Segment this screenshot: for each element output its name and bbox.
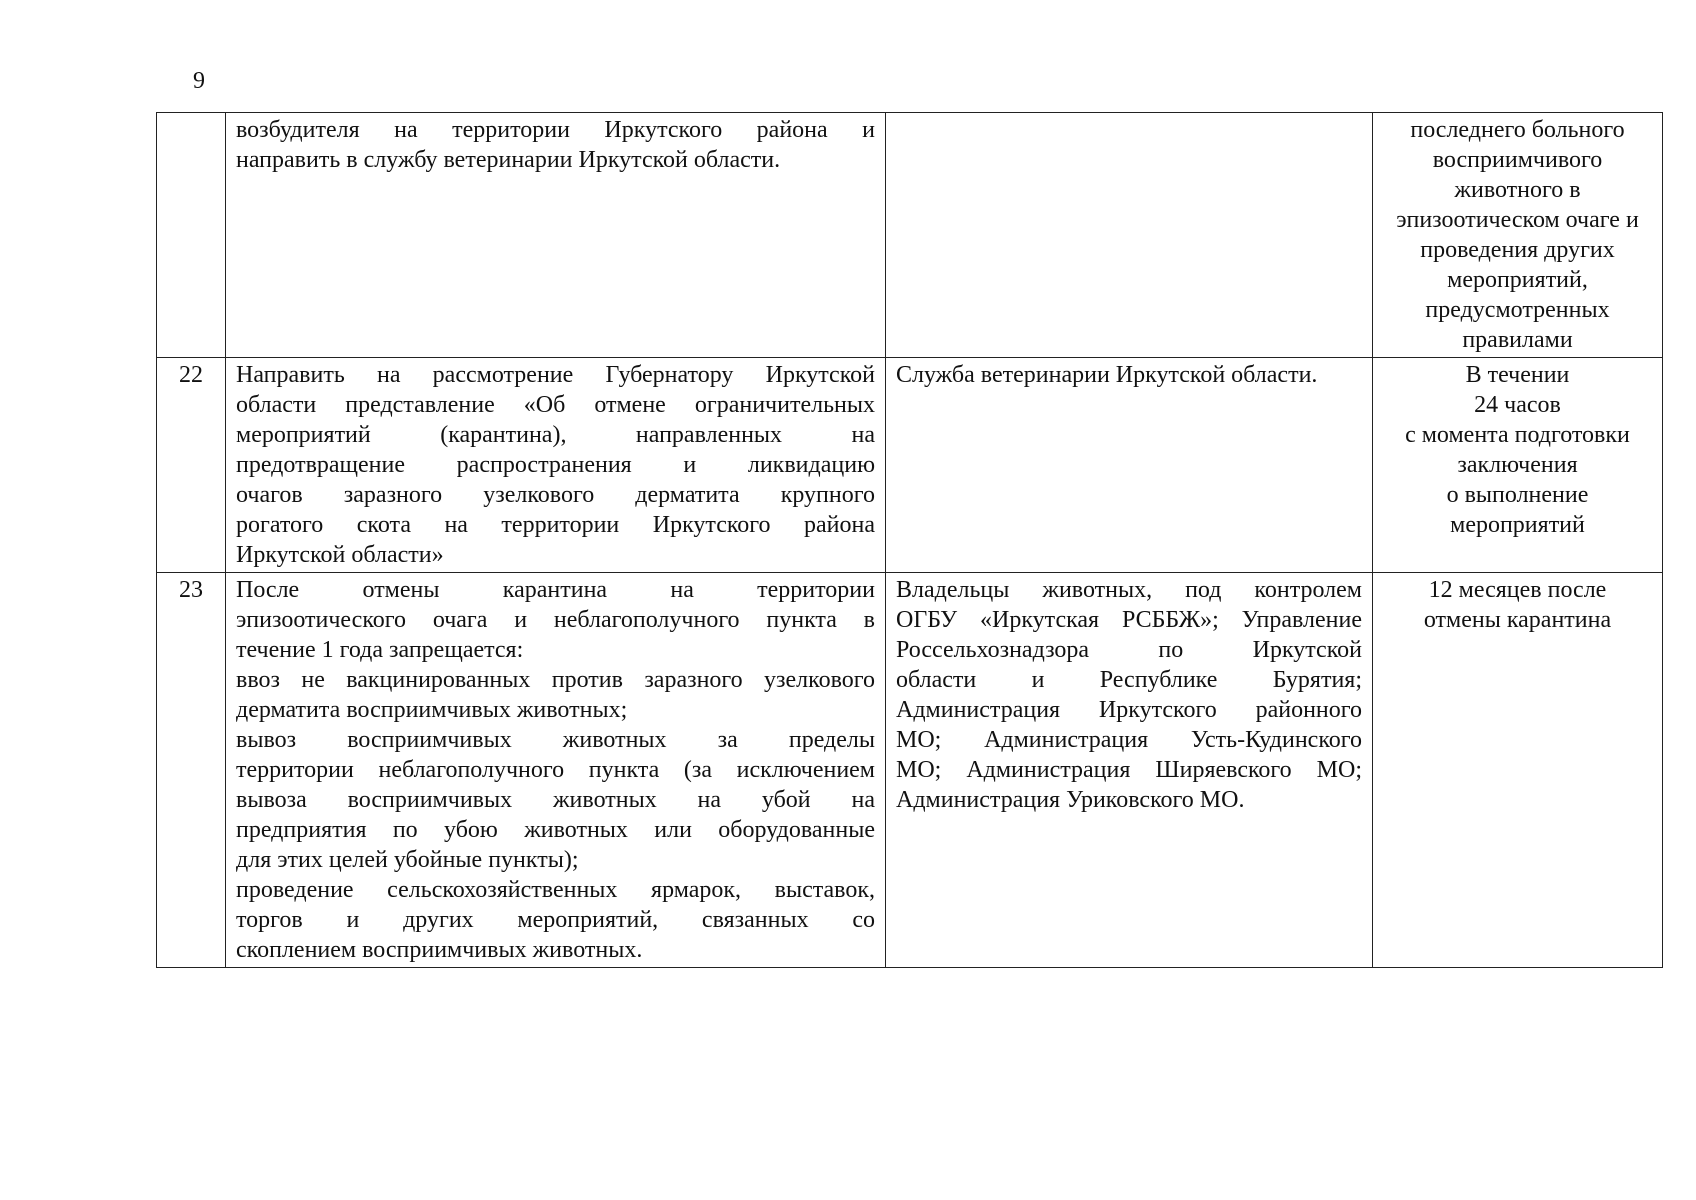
term-line: с момента подготовки: [1405, 422, 1630, 448]
term-cell: [1373, 573, 1663, 968]
action-line: торгов и других мероприятий, связанных со: [236, 907, 875, 933]
action-line: территории неблагополучного пункта (за исключением: [236, 757, 875, 783]
action-line: области представление «Об отмене ограничительных: [236, 392, 875, 418]
action-line: проведение сельскохозяйственных ярмарок, выставок,: [236, 877, 875, 903]
action-line: направить в службу ветеринарии Иркутской области.: [236, 147, 781, 173]
action-line: скоплением восприимчивых животных.: [236, 937, 643, 963]
row-number: [157, 113, 226, 358]
table-row: [157, 573, 1663, 968]
action-line: вывоз восприимчивых животных за пределы: [236, 727, 875, 753]
responsible-cell: [886, 358, 1373, 573]
term-line: животного в: [1454, 177, 1581, 203]
term-line: мероприятий,: [1447, 267, 1588, 293]
term-line: 24 часов: [1474, 392, 1561, 418]
responsible-line: Администрация Уриковского МО.: [896, 787, 1245, 813]
responsible-cell: [886, 113, 1373, 358]
term-cell: [1373, 358, 1663, 573]
term-line: о выполнение: [1446, 482, 1589, 508]
row-number: 23: [157, 573, 226, 968]
action-cell: [226, 358, 886, 573]
action-cell: [226, 573, 886, 968]
measures-table: [156, 112, 1663, 968]
term-line: правилами: [1462, 327, 1573, 353]
responsible-line: ОГБУ «Иркутская РСББЖ»; Управление: [896, 607, 1362, 633]
page-number: 9: [193, 68, 205, 94]
responsible-line: области и Республике Бурятия;: [896, 667, 1362, 693]
action-line: дерматита восприимчивых животных;: [236, 697, 628, 723]
term-line: проведения других: [1420, 237, 1615, 263]
action-line: для этих целей убойные пункты);: [236, 847, 579, 873]
responsible-line: Россельхознадзора по Иркутской: [896, 637, 1362, 663]
action-cell: [226, 113, 886, 358]
responsible-line: Администрация Иркутского районного: [896, 697, 1362, 723]
action-line: предприятия по убою животных или оборудованные: [236, 817, 875, 843]
action-line: Направить на рассмотрение Губернатору Иркутской: [236, 362, 875, 388]
action-line: эпизоотического очага и неблагополучного пункта в: [236, 607, 875, 633]
table-row: [157, 358, 1663, 573]
term-cell: [1373, 113, 1663, 358]
action-line: вывоза восприимчивых животных на убой на: [236, 787, 875, 813]
term-line: заключения: [1457, 452, 1578, 478]
action-line: возбудителя на территории Иркутского района и: [236, 117, 875, 143]
row-number: 22: [157, 358, 226, 573]
action-line: ввоз не вакцинированных против заразного узелкового: [236, 667, 875, 693]
term-line: эпизоотическом очаге и: [1396, 207, 1639, 233]
action-line: очагов заразного узелкового дерматита крупного: [236, 482, 875, 508]
action-line: течение 1 года запрещается:: [236, 637, 524, 663]
term-line: предусмотренных: [1425, 297, 1610, 323]
term-line: последнего больного: [1410, 117, 1625, 143]
action-line: мероприятий (карантина), направленных на: [236, 422, 875, 448]
responsible-line: МО; Администрация Ширяевского МО;: [896, 757, 1362, 783]
responsible-line: МО; Администрация Усть-Кудинского: [896, 727, 1362, 753]
action-line: рогатого скота на территории Иркутского района: [236, 512, 875, 538]
term-line: восприимчивого: [1432, 147, 1603, 173]
table-row: [157, 113, 1663, 358]
action-line: предотвращение распространения и ликвидацию: [236, 452, 875, 478]
term-line: 12 месяцев после: [1428, 577, 1607, 603]
term-line: отмены карантина: [1423, 607, 1612, 633]
term-line: мероприятий: [1450, 512, 1585, 538]
term-line: В течении: [1465, 362, 1570, 388]
action-line: После отмены карантина на территории: [236, 577, 875, 603]
responsible-line: Владельцы животных, под контролем: [896, 577, 1362, 603]
responsible-cell: [886, 573, 1373, 968]
responsible-line: Служба ветеринарии Иркутской области.: [896, 362, 1318, 388]
action-line: Иркутской области»: [236, 542, 444, 568]
